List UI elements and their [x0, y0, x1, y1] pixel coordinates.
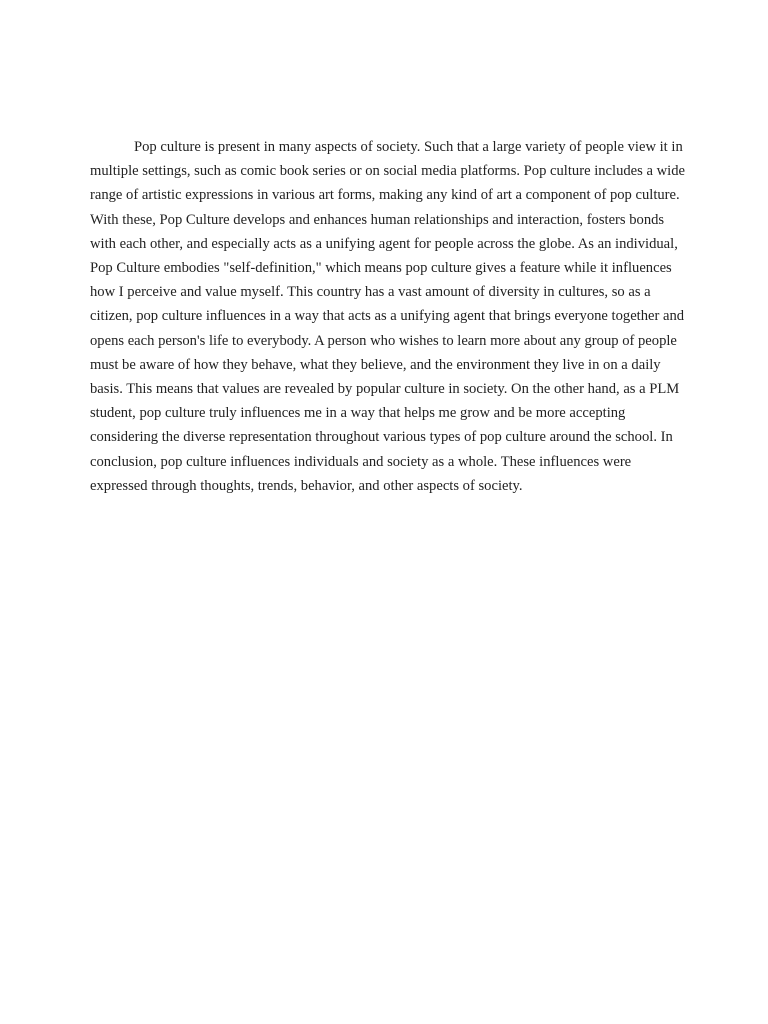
body-paragraph: Pop culture is present in many aspects of society. Such that a large variety of people view it in multiple settings, such as comic book series or on social media platforms. Pop culture includes a wide range of artistic expressions in various art forms, making any kind of art a component of pop culture. With these, Pop Culture develops and enhances human relationships and interaction, fosters bonds with each other, and especially acts as a unifying agent for people across the globe. As an individual, Pop Culture embodies "self-definition," which means pop culture gives a feature while it influences how I perceive and value myself. This country has a vast amount of diversity in cultures, so as a citizen, pop culture influences in a way that acts as a unifying agent that brings everyone together and opens each person's life to everybody. A person who wishes to learn more about any group of people must be aware of how they behave, what they believe, and the environment they live in on a daily basis. This means that values are revealed by popular culture in society. On the other hand, as a PLM student, pop culture truly influences me in a way that helps me grow and be more accepting considering the diverse representation throughout various types of pop culture around the school. In conclusion, pop culture influences individuals and society as a whole. These influences were expressed through thoughts, trends, behavior, and other aspects of society. — [90, 139, 685, 494]
